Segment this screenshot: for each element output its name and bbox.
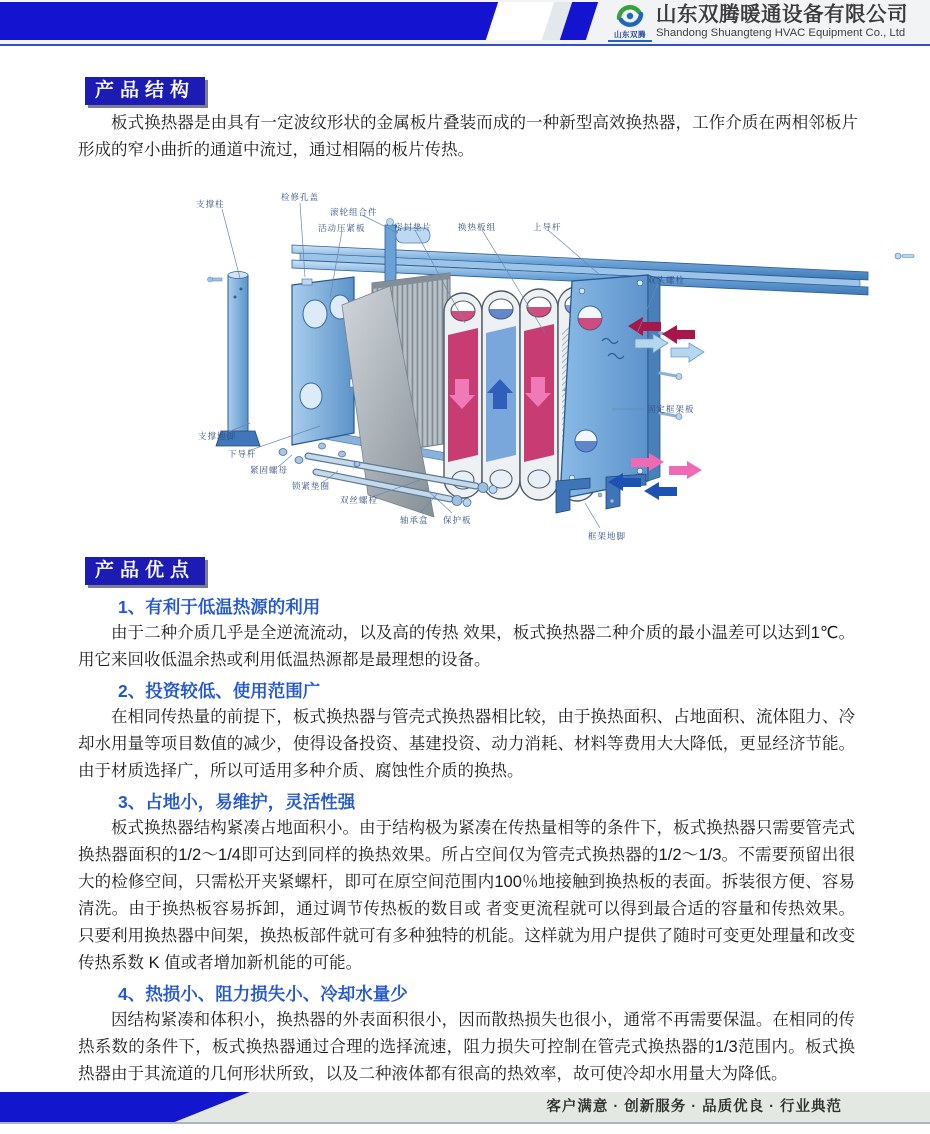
- company-name-block: [656, 3, 928, 40]
- label-lock-washer: 锁紧垫圈: [292, 481, 331, 491]
- label-upper-guide-bar: 上导杆: [533, 222, 562, 232]
- section-title-advantages: 产品优点: [85, 557, 205, 585]
- header: [0, 0, 930, 44]
- footer: [0, 1092, 930, 1124]
- advantage-heading-3: 3、占地小，易维护，灵活性强: [118, 792, 356, 812]
- company-name-en: Shandong Shuangteng HVAC Equipment Co., Ltd: [656, 27, 906, 39]
- logo-text: 山东双腾: [608, 31, 652, 42]
- label-lower-guide-bar: 下导杆: [228, 449, 257, 459]
- advantage-heading-1: 1、有利于低温热源的利用: [118, 597, 321, 617]
- exploded-diagram: [0, 183, 930, 555]
- label-roller-assembly: 滚轮组合件: [330, 207, 378, 217]
- advantage-body-4: 因结构紧凑和体积小，换热器的外表面积很小，因而散热损失也很小，通常不再需要保温。在相同的传热系数的条件下，板式换热器通过合理的选择流速，阻力损失可控制在管壳式换热器的1/3范围内。板式换热器由于其流道的几何形状所致，以及二种液体都有很高的热效率，故可使冷却水用量大为降低。: [78, 1011, 855, 1083]
- advantage-heading-2: 2、投资较低、使用范围广: [118, 681, 321, 701]
- label-support-foot: 支撑地脚: [198, 431, 237, 441]
- label-bearing-box: 轴承盒: [400, 515, 429, 525]
- label-support-column: 支撑柱: [196, 199, 225, 209]
- footer-blue-bar: [0, 1092, 312, 1122]
- support-column: [208, 272, 261, 447]
- advantage-heading-4: 4、热损小、阻力损失小、冷却水量少: [118, 984, 408, 1004]
- advantage-body-1: 由于二种介质几乎是全逆流流动，以及高的传热 效果，板式换热器二种介质的最小温差可以达到1℃。用它来回收低温余热或利用低温热源都是最理想的设备。: [78, 624, 855, 669]
- exploded-drawing: [0, 183, 930, 555]
- header-rule: [0, 44, 930, 46]
- label-movable-pressure-plate: 活动压紧板: [318, 223, 366, 233]
- label-fastening-nut: 紧固螺母: [250, 465, 289, 475]
- company-name-cn: 山东双腾暖通设备有限公司: [656, 3, 908, 26]
- structure-intro-paragraph: 板式换热器是由具有一定波纹形状的金属板片叠装而成的一种新型高效换热器，工作介质在两相邻板片形成的窄小曲折的通道中流过，通过相隔的板片传热。: [78, 114, 858, 159]
- label-protection-plate: 保护板: [443, 515, 472, 525]
- label-clamp-bolt: 双丝螺栓: [340, 495, 379, 505]
- header-blue-bar: [0, 2, 516, 40]
- logo-swirl-icon: [613, 1, 647, 31]
- label-frame-foot: 框架地脚: [588, 531, 627, 541]
- footer-slogan: 客户满意 · 创新服务 · 品质优良 · 行业典范: [546, 1099, 842, 1115]
- label-stud-bolt: 双头螺栓: [647, 275, 686, 285]
- fixed-frame-plate: [560, 275, 682, 499]
- label-sealing-gasket: 密封垫片: [394, 222, 433, 232]
- label-inspection-cover: 检修孔盖: [281, 192, 320, 202]
- advantages-list: [78, 594, 855, 1092]
- company-logo: [608, 1, 652, 43]
- label-plate-pack: 换热板组: [458, 222, 497, 232]
- advantage-body-3: 板式换热器结构紧凑占地面积小。由于结构极为紧凑在传热量相等的条件下，板式换热器只需要管壳式换热器面积的1/2～1/4即可达到同样的换热效果。所占空间仅为管壳式换热器的1/2～1/3。不需要预留出很大的检修空间，只需松开夹紧螺杆，即可在原空间范围内100％地接触到换热板的表面。拆装很方便、容易清洗。由于换热板容易拆卸，通过调节传热板的数目或 者变更流程就可以得到最合适的容量和传热效果。只要利用换热器中间架，换热板部件就可有多种独特的机能。这样就为用户提供了随时可变更处理量和改变 传热系数 K 值或者增加新机能的可能。: [78, 819, 855, 972]
- section-title-structure: 产品结构: [85, 77, 205, 105]
- movable-pressure-plate: [292, 277, 355, 445]
- label-fixed-frame-plate: 固定框架板: [647, 404, 695, 414]
- advantage-body-2: 在相同传热量的前提下，板式换热器与管壳式换热器相比较，由于换热面积、占地面积、流体阻力、冷却水用量等项目数值的减少，使得设备投资、基建投资、动力消耗、材料等费用大大降低，更显经济节能。由于材质选择广，所以可适用多种介质、腐蚀性介质的换热。: [78, 708, 855, 780]
